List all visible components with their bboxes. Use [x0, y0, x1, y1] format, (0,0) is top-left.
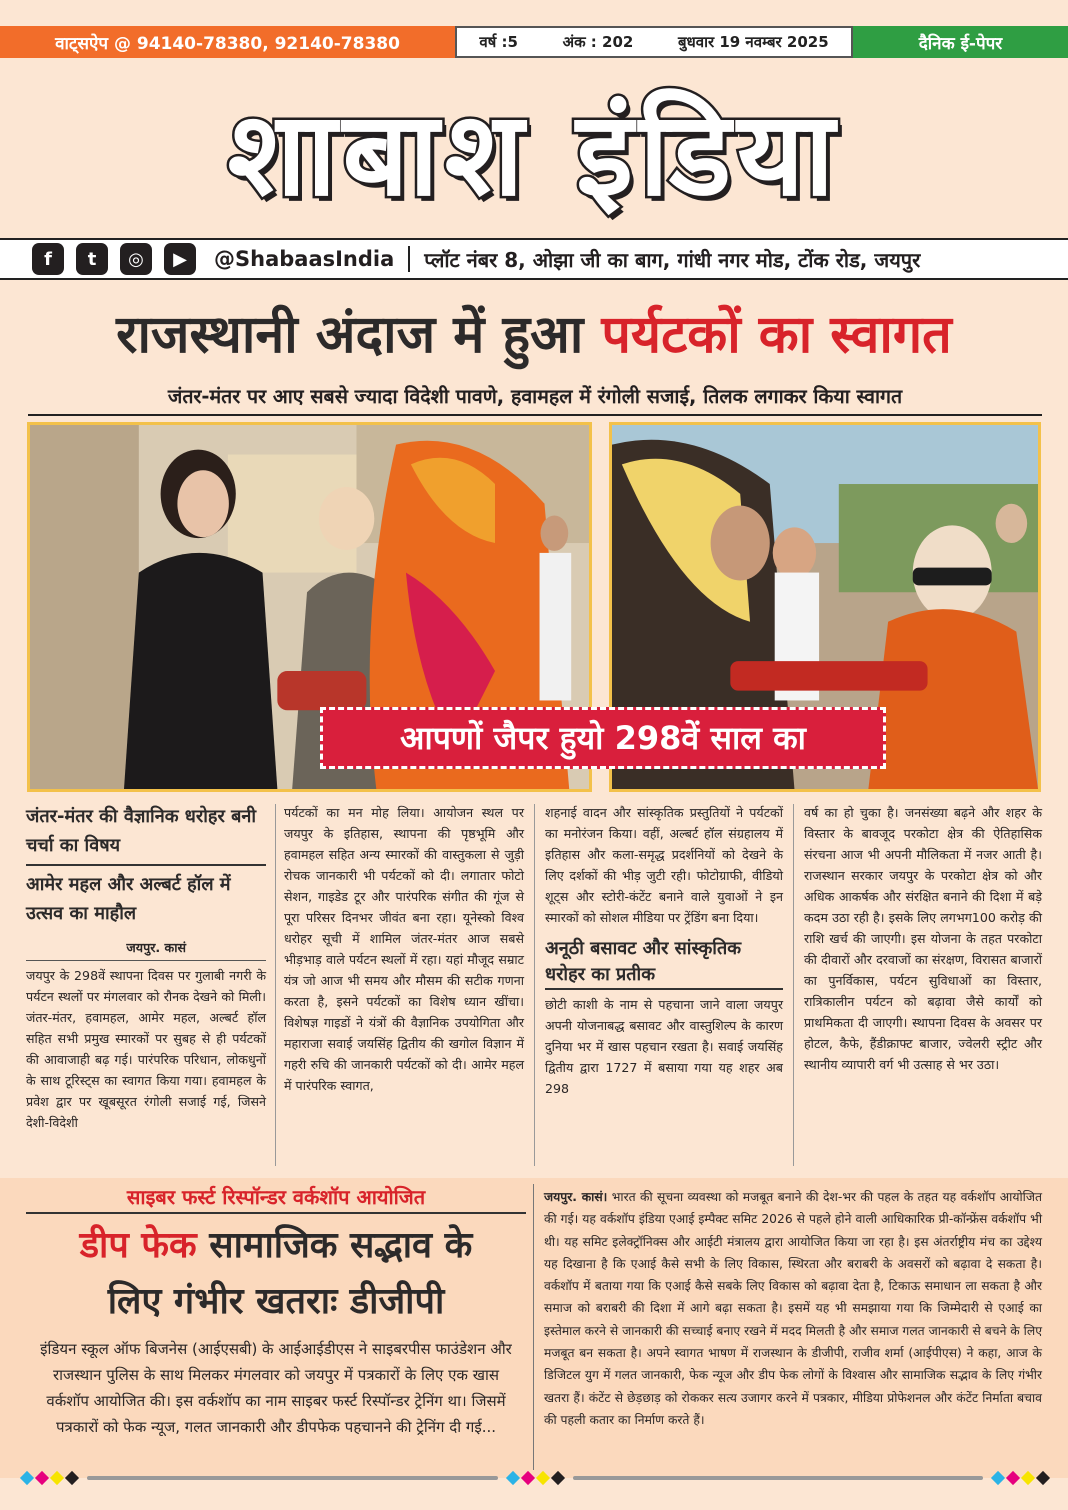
article-column-3 — [545, 802, 783, 1099]
masthead — [0, 70, 1068, 240]
youtube-icon[interactable]: ▶ — [164, 243, 196, 275]
second-story-text: भारत की सूचना व्यवस्था को मजबूत बनाने की देश-भर की पहल के तहत यह वर्कशॉप आयोजित की गई। यह वर्कशॉप इंडिया एआई इम्पैक्ट समिट 2026 से पहले होने वाली आधिकारिक प्री-कॉन्फ्रेंस वर्कशॉप भी थी। यह समिट इलेक्ट्रॉनिक्स और आईटी मंत्रालय द्वारा आयोजित किया जा रहा है। इस अंतर्राष्ट्रीय मंच का उद्देश्य यह दिखाना है कि एआई कैसे सभी के लिए विकास, स्थिरता और बराबरी के अवसरों को बढ़ावा दे सकता है। वर्कशॉप में बताया गया कि एआई कैसे सबके लिए विकास को बढ़ावा देता है, टिकाऊ समाधान ला सकता है और समाज को बराबरी की दिशा में आगे बढ़ा सकता है। इसमें यह भी समझाया गया कि जिम्मेदारी से एआई का इस्तेमाल करने से जानकारी की सच्चाई बनाए रखने में मदद मिलती है और समाज गलत जानकारी से बचने के लिए मजबूत बन सकता है। अपने स्वागत भाषण में राजस्थान के डीजीपी, राजीव शर्मा (आईपीएस) ने कहा, आज के डिजिटल युग में गलत जानकारी, फेक न्यूज और डीप फेक लोगों के विश्वास और सामाजिक सद्भाव के लिए गंभीर खतरा हैं। कंटेंट से छेड़छाड़ को रोककर सत्य उजागर करने में पत्रकार, मीडिया प्रोफेशनल और कंटेंट निर्माता बचाव की पहली कतार का निर्माण करते हैं। — [544, 1190, 1042, 1427]
date-label: बुधवार 19 नवम्बर 2025 — [677, 33, 829, 51]
twitter-icon[interactable]: t — [76, 243, 108, 275]
issue-label: अंक : 202 — [562, 33, 634, 51]
article-column-4 — [804, 802, 1042, 1075]
cyan-mark — [20, 1471, 34, 1485]
magenta-mark — [520, 1471, 534, 1485]
year-label: वर्ष :5 — [479, 33, 518, 51]
headline-black-line-2: लिए गंभीर खतराः डीजीपी — [107, 1281, 445, 1322]
color-marks-left — [22, 1473, 77, 1483]
second-story-kicker: साइबर फर्स्ट रिस्पॉन्डर वर्कशॉप आयोजित — [26, 1180, 526, 1214]
whatsapp-contact: वाट्सऐप @ 94140-78380, 92140-78380 — [0, 26, 455, 58]
issue-info — [455, 26, 853, 58]
yellow-mark — [50, 1471, 64, 1485]
black-mark — [1036, 1471, 1050, 1485]
second-story-headline — [26, 1218, 526, 1330]
social-address-bar — [0, 238, 1068, 280]
registration-marks — [22, 1472, 1048, 1484]
magenta-mark — [35, 1471, 49, 1485]
edition-label: दैनिक ई-पेपर — [853, 26, 1068, 58]
column-rule — [534, 804, 535, 1166]
cyan-mark — [991, 1471, 1005, 1485]
magenta-mark — [1006, 1471, 1020, 1485]
second-story-summary: इंडियन स्कूल ऑफ बिजनेस (आईएसबी) के आईआईडीएस ने साइबरपीस फाउंडेशन और राजस्थान पुलिस के साथ मिलकर मंगलवार को जयपुर में पत्रकारों के लिए एक खास वर्कशॉप आयोजित की। इस वर्कशॉप का नाम साइबर फर्स्ट रिस्पॉन्डर ट्रेनिंग था। जिसमें पत्रकारों को फेक न्यूज, गलत जानकारी और डीपफेक पहचानने की ट्रेनिंग दी गई... — [40, 1340, 512, 1436]
column-1-text: जयपुर के 298वें स्थापना दिवस पर गुलाबी नगरी के पर्यटन स्थलों पर मंगलवार को रौनक देखने को मिली। जंतर-मंतर, हवामहल, आमेर महल, अल्बर्ट हॉल सहित सभी प्रमुख स्मारकों पर सुबह से ही पर्यटकों की आवाजाही बढ़ गई। पारंपरिक परिधान, लोकधुनों के साथ टूरिस्ट्स का स्वागत किया गया। हवामहल के प्रवेश द्वार पर खूबसूरत रंगोली सजाई गई, जिसने देशी-विदेशी — [26, 960, 266, 1133]
column-3-text-a: शहनाई वादन और सांस्कृतिक प्रस्तुतियों ने पर्यटकों का मनोरंजन किया। वहीं, अल्बर्ट हॉल संग्रहालय में इतिहास और कला-समृद्ध प्रदर्शनियों को देखने के लिए दर्शकों की भीड़ जुटी रही। फोटोग्राफी, वीडियो शूट्स और स्टोरी-कंटेंट बनाने वाले युवाओं ने इन स्मारकों को सोशल मीडिया पर ट्रेंडिंग बना दिया। — [545, 805, 783, 925]
article-column-2 — [284, 802, 524, 1096]
headline-black: सामाजिक सद्भाव के — [196, 1225, 473, 1266]
headline-red: पर्यटकों का स्वागत — [601, 305, 952, 365]
lead-subheadline: जंतर-मंतर पर आए सबसे ज्यादा विदेशी पावणे, हवामहल में रंगोली सजाई, तिलक लगाकर किया स्वागत — [28, 380, 1042, 416]
second-story-byline: जयपुर. कासं। — [544, 1190, 608, 1204]
facebook-icon[interactable]: f — [32, 243, 64, 275]
article-column-1 — [26, 802, 266, 1133]
office-address: प्लॉट नंबर 8, ओझा जी का बाग, गांधी नगर मोड, टोंक रोड, जयपुर — [424, 247, 921, 272]
byline: जयपुर. कासं — [126, 940, 186, 955]
color-marks-mid — [508, 1473, 563, 1483]
side-headline-1: जंतर-मंतर की वैज्ञानिक धरोहर बनी चर्चा का विषय — [26, 802, 266, 866]
yellow-mark — [1021, 1471, 1035, 1485]
lead-headline — [0, 290, 1068, 380]
column-3-text-b: छोटी काशी के नाम से पहचाना जाने वाला जयपुर अपनी योजनाबद्ध बसावट और वास्तुशिल्प के कारण दुनिया भर में खास पहचान रखता है। सवाई जयसिंह द्वितीय द्वारा 1727 में बसाया गया यह शहर अब 298 — [545, 997, 783, 1096]
divider — [87, 1476, 498, 1480]
side-headline-2: आमेर महल और अल्बर्ट हॉल में उत्सव का माहौल — [26, 874, 231, 924]
photo-caption-banner: आपणों जैपर हुयो 298वें साल का — [320, 707, 886, 769]
headline-red: डीप फेक — [79, 1225, 197, 1266]
color-marks-right — [993, 1473, 1048, 1483]
social-handle[interactable]: @ShabaasIndia — [214, 247, 395, 271]
column-2-text: पर्यटकों का मन मोह लिया। आयोजन स्थल पर जयपुर के इतिहास, स्थापना की पृष्ठभूमि और हवामहल सहित अन्य स्मारकों की वास्तुकला से जुड़ी रोचक जानकारी भी पर्यटकों को दी। लगातार फोटो सेशन, गाइडेड टूर और पारंपरिक संगीत की गूंज से पूरा परिसर दिनभर जीवंत बना रहा। यूनेस्को विश्व धरोहर सूची में शामिल जंतर-मंतर आज सबसे भीड़भाड़ वाले पर्यटन स्थलों में रहा। यहां मौजूद सम्राट यंत्र जो आज भी समय और मौसम की सटीक गणना करता है, इसने पर्यटकों का विशेष ध्यान खींचा। विशेषज्ञ गाइडों ने यंत्रों की वैज्ञानिक उपयोगिता और महाराजा सवाई जयसिंह द्वितीय की खगोल विज्ञान में गहरी रुचि की जानकारी पर्यटकों को दी। आमेर महल में पारंपरिक स्वागत, — [284, 805, 524, 1093]
black-mark — [550, 1471, 564, 1485]
cyan-mark — [505, 1471, 519, 1485]
newspaper-title: शाबाश इंडिया — [227, 87, 841, 222]
column-rule — [275, 804, 276, 1166]
column-rule — [793, 804, 794, 1166]
divider — [408, 246, 410, 272]
headline-black: राजस्थानी अंदाज में हुआ — [116, 305, 602, 365]
instagram-icon[interactable]: ◎ — [120, 243, 152, 275]
yellow-mark — [535, 1471, 549, 1485]
second-story-body — [544, 1186, 1042, 1431]
column-4-text: वर्ष का हो चुका है। जनसंख्या बढ़ने और शहर के विस्तार के बावजूद परकोटा क्षेत्र की ऐतिहासिक संरचना आज भी अपनी मौलिकता में नजर आती है। राजस्थान सरकार जयपुर के परकोटा क्षेत्र को और अधिक आकर्षक और संरक्षित बनाने की दिशा में बड़े कदम उठा रही है। इसके लिए लगभग100 करोड़ की राशि खर्च की जाएगी। इस योजना के तहत परकोटा की दीवारों और दरवाजों का संरक्षण, विरासत बाजारों का पुनर्विकास, पर्यटन सुविधाओं का विस्तार, रात्रिकालीन पर्यटन को बढ़ावा जैसे कार्यों को प्राथमिकता दी जाएगी। स्थापना दिवस के अवसर पर होटल, कैफे, हैंडीक्राफ्ट बाजार, ज्वेलरी स्ट्रीट और स्थानीय व्यापारी वर्ग भी उत्साह से भर उठा। — [804, 805, 1042, 1072]
column-rule — [533, 1184, 534, 1470]
top-strip — [0, 26, 1068, 58]
column-3-subheading: अनूठी बसावट और सांस्कृतिक धरोहर का प्रतीक — [545, 936, 783, 990]
divider — [573, 1476, 984, 1480]
black-mark — [65, 1471, 79, 1485]
